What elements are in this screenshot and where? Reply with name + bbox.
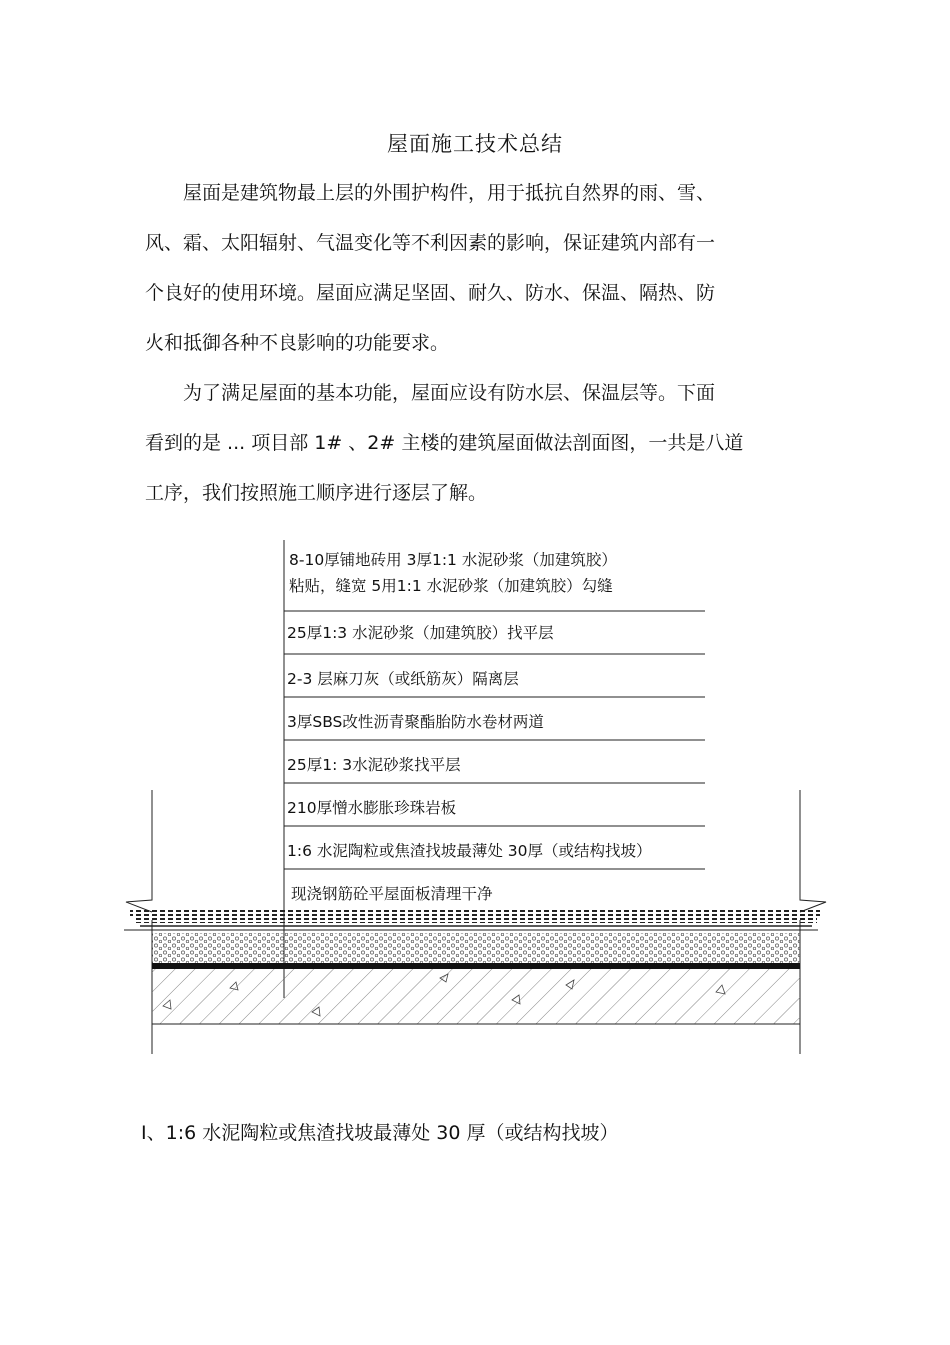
paragraph-line: 为了满足屋面的基本功能，屋面应设有防水层、保温层等。下面 (183, 382, 716, 404)
paragraph-line: 个良好的使用环境。屋面应满足坚固、耐久、防水、保温、隔热、防 (145, 282, 716, 304)
project-paragraph (145, 368, 785, 518)
label-separators (284, 611, 705, 869)
layer-label-slope: 1:6 水泥陶粒或焦渣找坡最薄处 30厚（或结构找坡） (287, 842, 652, 860)
waterproof-layer (152, 963, 800, 969)
paragraph-line: 工序，我们按照施工顺序进行逐层了解。 (145, 482, 488, 504)
paragraph-line: 看到的是 ... 项目部 1# 、2# 主楼的建筑屋面做法剖面图，一共是八道 (145, 432, 744, 454)
layer-label-insulation: 210厚憎水膨胀珍珠岩板 (287, 799, 457, 817)
layer-label-isolation: 2-3 层麻刀灰（或纸筋灰）隔离层 (287, 670, 519, 688)
concrete-slab (152, 969, 800, 1024)
intro-paragraph (145, 168, 785, 368)
document-title: 屋面施工技术总结 (387, 132, 563, 156)
roof-section-diagram (0, 530, 950, 1060)
section-caption: I、1:6 水泥陶粒或焦渣找坡最薄处 30 厚（或结构找坡） (141, 1122, 619, 1144)
tile-layer (130, 910, 820, 916)
paragraph-line: 屋面是建筑物最上层的外围护构件，用于抵抗自然界的雨、雪、 (183, 182, 716, 204)
screed-layer (134, 918, 817, 923)
layer-label-tile: 8-10厚铺地砖用 3厚1:1 水泥砂浆（加建筑胶） (289, 551, 617, 569)
paragraph-line: 风、霜、太阳辐射、气温变化等不利因素的影响，保证建筑内部有一 (145, 232, 716, 254)
layer-label-slab: 现浇钢筋砼平屋面板清理干净 (291, 885, 493, 903)
layer-label-screed-upper: 25厚1:3 水泥砂浆（加建筑胶）找平层 (287, 624, 554, 642)
insulation-layer (152, 933, 800, 963)
paragraph-line: 火和抵御各种不良影响的功能要求。 (145, 332, 450, 354)
layer-label-tile-joint: 粘贴，缝宽 5用1:1 水泥砂浆（加建筑胶）勾缝 (289, 577, 613, 595)
layer-label-waterproof: 3厚SBS改性沥青聚酯胎防水卷材两道 (287, 713, 544, 731)
layer-label-screed-lower: 25厚1: 3水泥砂浆找平层 (287, 756, 461, 774)
